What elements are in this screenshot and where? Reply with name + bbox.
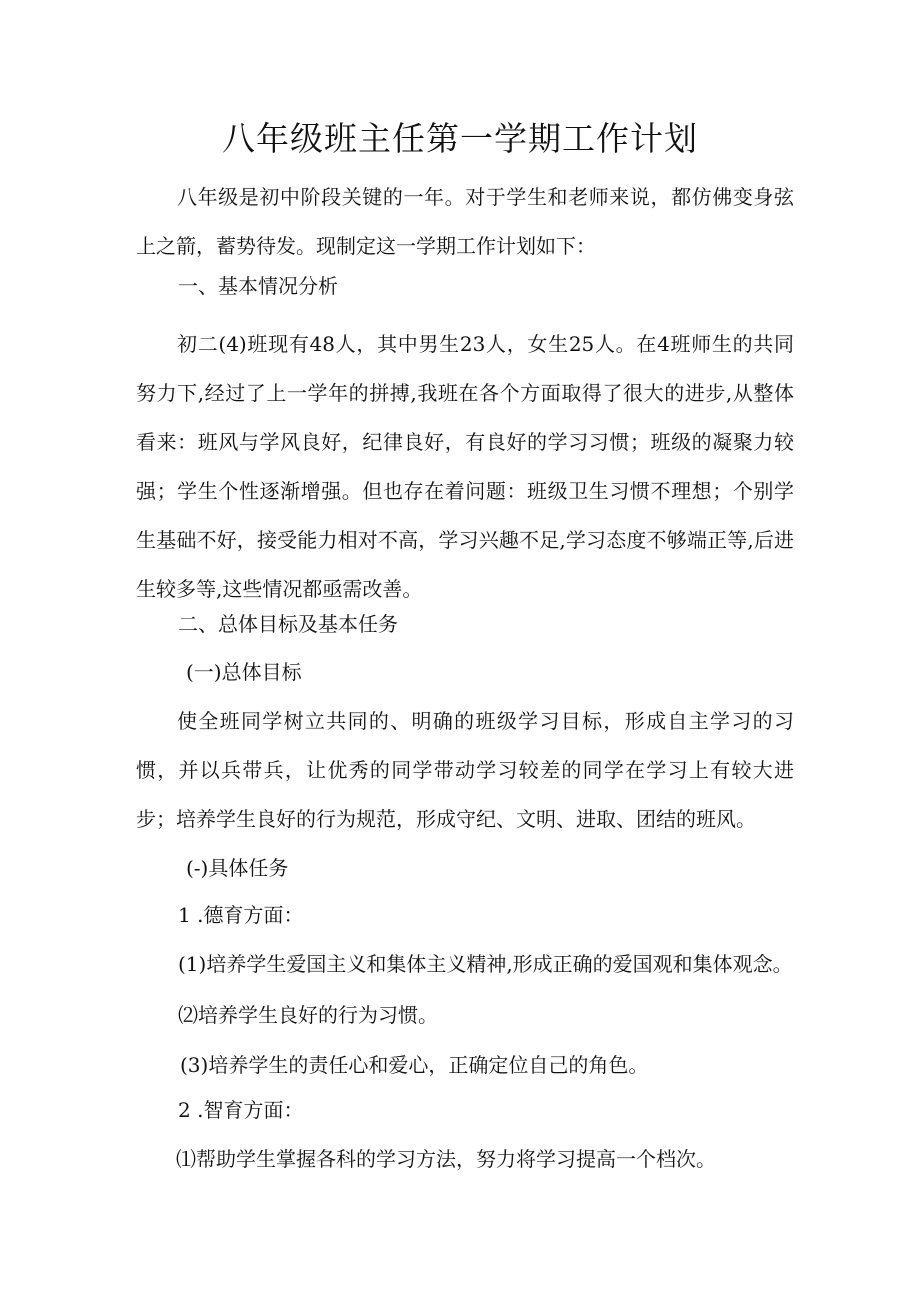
- section1-paragraph: 初二(4)班现有48人，其中男生23人，女生25人。在4班师生的共同努力下,经过了上一学年的拼搏,我班在各个方面取得了很大的进步,从整体看来：班风与学风良好，纪律良好，有良好的学习习惯；班级的凝聚力较强；学生个性逐渐增强。但也存在着问题：班级卫生习惯不理想；个别学生基础不好，接受能力相对不高，学习兴趣不足,学习态度不够端正等,后进生较多等,这些情况都亟需改善。: [136, 332, 794, 601]
- section2-heading: 二、总体目标及基本任务: [178, 612, 398, 636]
- goal-paragraph: 使全班同学树立共同的、明确的班级学习目标，形成自主学习的习惯，并以兵带兵，让优秀的同学带动学习较差的同学在学习上有较大进步；培养学生良好的行为规范，形成守纪、文明、进取、团结的班风。: [136, 709, 794, 831]
- section1-heading: 一、基本情况分析: [178, 274, 338, 298]
- intellect-item: ⑴帮助学生掌握各科的学习方法，努力将学习提高一个档次。: [176, 1147, 716, 1171]
- intellect-heading: 2 .智育方面：: [178, 1098, 304, 1122]
- tasks-heading: (-)具体任务: [186, 856, 289, 880]
- moral-item: (3)培养学生的责任心和爱心，正确定位自己的角色。: [180, 1053, 649, 1077]
- intro-paragraph: 八年级是初中阶段关键的一年。对于学生和老师来说，都仿佛变身弦上之箭，蓄势待发。现制定这一学期工作计划如下：: [136, 185, 794, 258]
- document-title: 八年级班主任第一学期工作计划: [222, 119, 698, 158]
- moral-item: ⑵培养学生良好的行为习惯。: [178, 1003, 438, 1027]
- moral-heading: 1 .德育方面：: [178, 903, 304, 927]
- moral-item: (1)培养学生爱国主义和集体主义精神,形成正确的爱国观和集体观念。: [178, 952, 793, 976]
- goal-heading: (一)总体目标: [186, 660, 302, 684]
